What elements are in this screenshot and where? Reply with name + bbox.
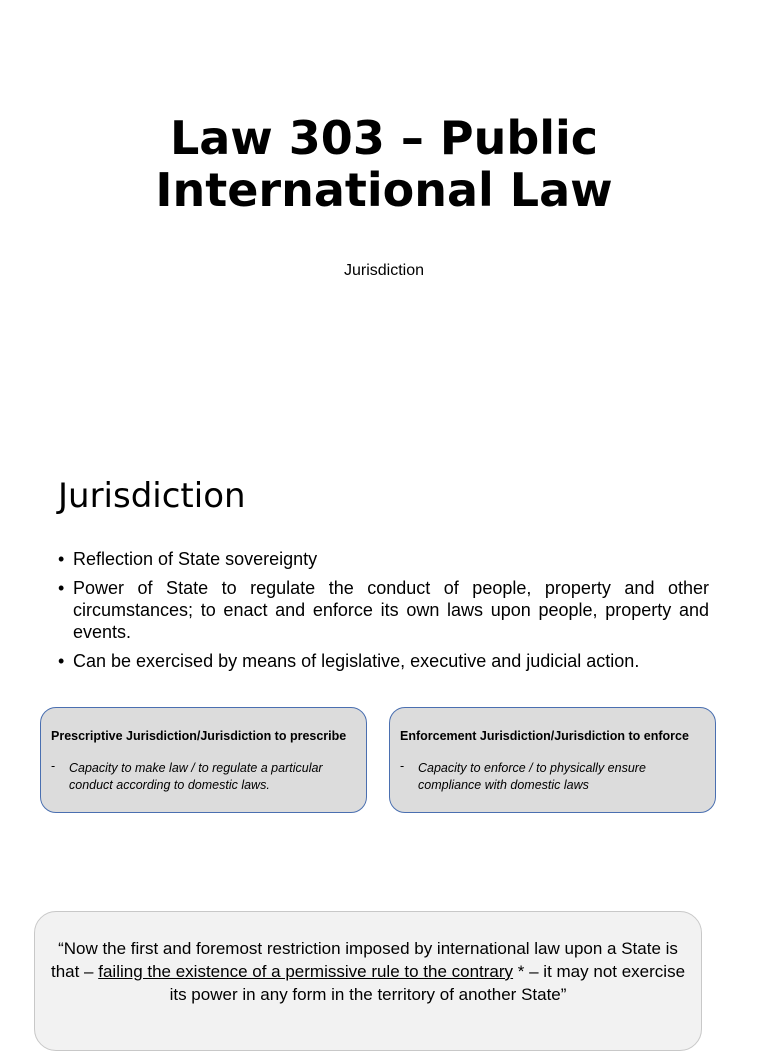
box-title: Enforcement Jurisdiction/Jurisdiction to enforce bbox=[400, 729, 689, 743]
bullet-item bbox=[58, 650, 709, 672]
section-heading: Jurisdiction bbox=[58, 476, 246, 516]
box-item bbox=[400, 760, 705, 794]
bullet-text: Power of State to regulate the conduct of people, property and other circumstances; to enact and enforce its own laws upon people, property and events. bbox=[73, 578, 709, 642]
quote-box bbox=[34, 911, 702, 1051]
box-item bbox=[51, 760, 356, 794]
dash-icon: - bbox=[400, 759, 405, 773]
box-title: Prescriptive Jurisdiction/Jurisdiction to prescribe bbox=[51, 729, 347, 743]
bullet-text: Can be exercised by means of legislative, executive and judicial action. bbox=[73, 651, 640, 671]
slide-subtitle: Jurisdiction bbox=[343, 262, 425, 279]
bullet-dot-icon: • bbox=[58, 578, 65, 598]
slide-title: Law 303 – Public International Law bbox=[155, 111, 613, 217]
bullet-text: Reflection of State sovereignty bbox=[73, 549, 318, 569]
bullet-list bbox=[58, 548, 709, 679]
box-item-text: Capacity to enforce / to physically ensure compliance with domestic laws bbox=[418, 761, 646, 792]
quote-text-end: * – it may not exercise its power in any form in the territory of another State” bbox=[169, 962, 686, 1004]
bullet-item bbox=[58, 577, 709, 643]
bullet-dot-icon: • bbox=[58, 651, 65, 671]
bullet-item bbox=[58, 548, 709, 570]
enforcement-jurisdiction-box bbox=[389, 707, 716, 813]
dash-icon: - bbox=[51, 759, 56, 773]
quote-text-start: “Now the first and foremost restriction imposed by international law upon a State is that – bbox=[50, 939, 678, 981]
quote-underlined-text: failing the existence of a permissive rule to the contrary bbox=[98, 962, 514, 981]
box-item-text: Capacity to make law / to regulate a particular conduct according to domestic laws. bbox=[69, 761, 323, 792]
prescriptive-jurisdiction-box bbox=[40, 707, 367, 813]
bullet-dot-icon: • bbox=[58, 549, 65, 569]
